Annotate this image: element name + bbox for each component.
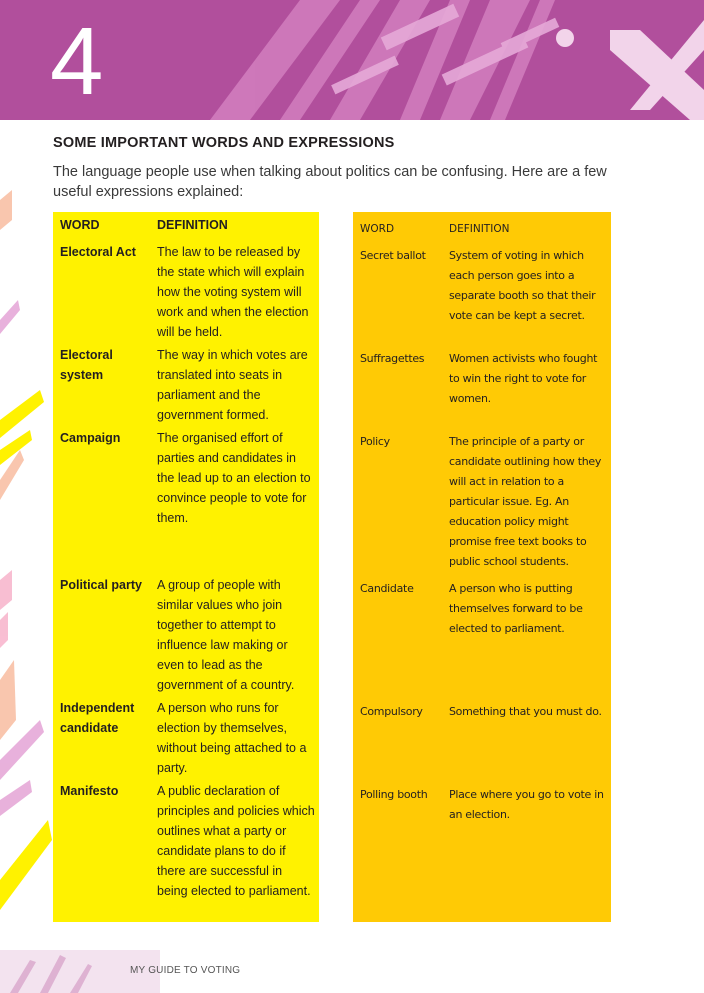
term: Electoral system [60,348,113,382]
term-definition: A person who runs for election by themselves, without being attached to a party. [157,701,307,775]
term-definition: A public declaration of principles and policies which outlines what a party or candidate plans to do if there are successful in being elected to parliament. [157,784,315,898]
term: Campaign [60,431,121,445]
left-margin-decoration [0,120,52,950]
section-intro: The language people use when talking about politics can be confusing. Here are a few useful expressions explained: [53,164,607,200]
term: Secret ballot [360,249,426,262]
glossary-table-right [353,212,611,922]
chapter-number: 4 [50,8,104,115]
term: Compulsory [360,705,423,718]
header-word: WORD [360,223,395,235]
header-word: WORD [60,218,100,232]
term: Political party [60,578,142,592]
term-definition: The way in which votes are translated into seats in parliament and the government formed. [157,348,308,422]
term: Electoral Act [60,245,136,259]
term: Independent candidate [60,701,135,735]
glossary-table-left [53,212,319,922]
term-definition: Women activists who fought to win the right to vote for women. [449,352,598,405]
term: Policy [360,435,390,448]
term-definition: A group of people with similar values who join together to attempt to influence law making or even to lead as the government of a country. [157,578,295,692]
term-definition: A person who is putting themselves forward to be elected to parliament. [449,582,583,635]
banner-decoration [0,0,704,120]
term-definition: Place where you go to vote in an election. [449,788,604,821]
footer-title: MY GUIDE TO VOTING [130,965,241,976]
term: Candidate [360,582,414,595]
term: Polling booth [360,788,428,801]
term: Manifesto [60,784,119,798]
term-definition: The organised effort of parties and candidates in the lead up to an election to convince people to vote for them. [157,431,311,525]
term-definition: System of voting in which each person goes into a separate booth so that their vote can be kept a secret. [449,249,596,322]
header-definition: DEFINITION [157,218,228,232]
term-definition: The law to be released by the state which will explain how the voting system will work and when the election will be held. [157,245,309,339]
section-heading: SOME IMPORTANT WORDS AND EXPRESSIONS [53,135,395,151]
term: Suffragettes [360,352,425,365]
header-definition: DEFINITION [449,223,510,235]
chapter-banner [0,0,704,120]
term-definition: The principle of a party or candidate outlining how they will act in relation to a particular issue. Eg. An education policy might promise free text books to public school students. [449,435,602,568]
term-definition: Something that you must do. [449,705,602,718]
